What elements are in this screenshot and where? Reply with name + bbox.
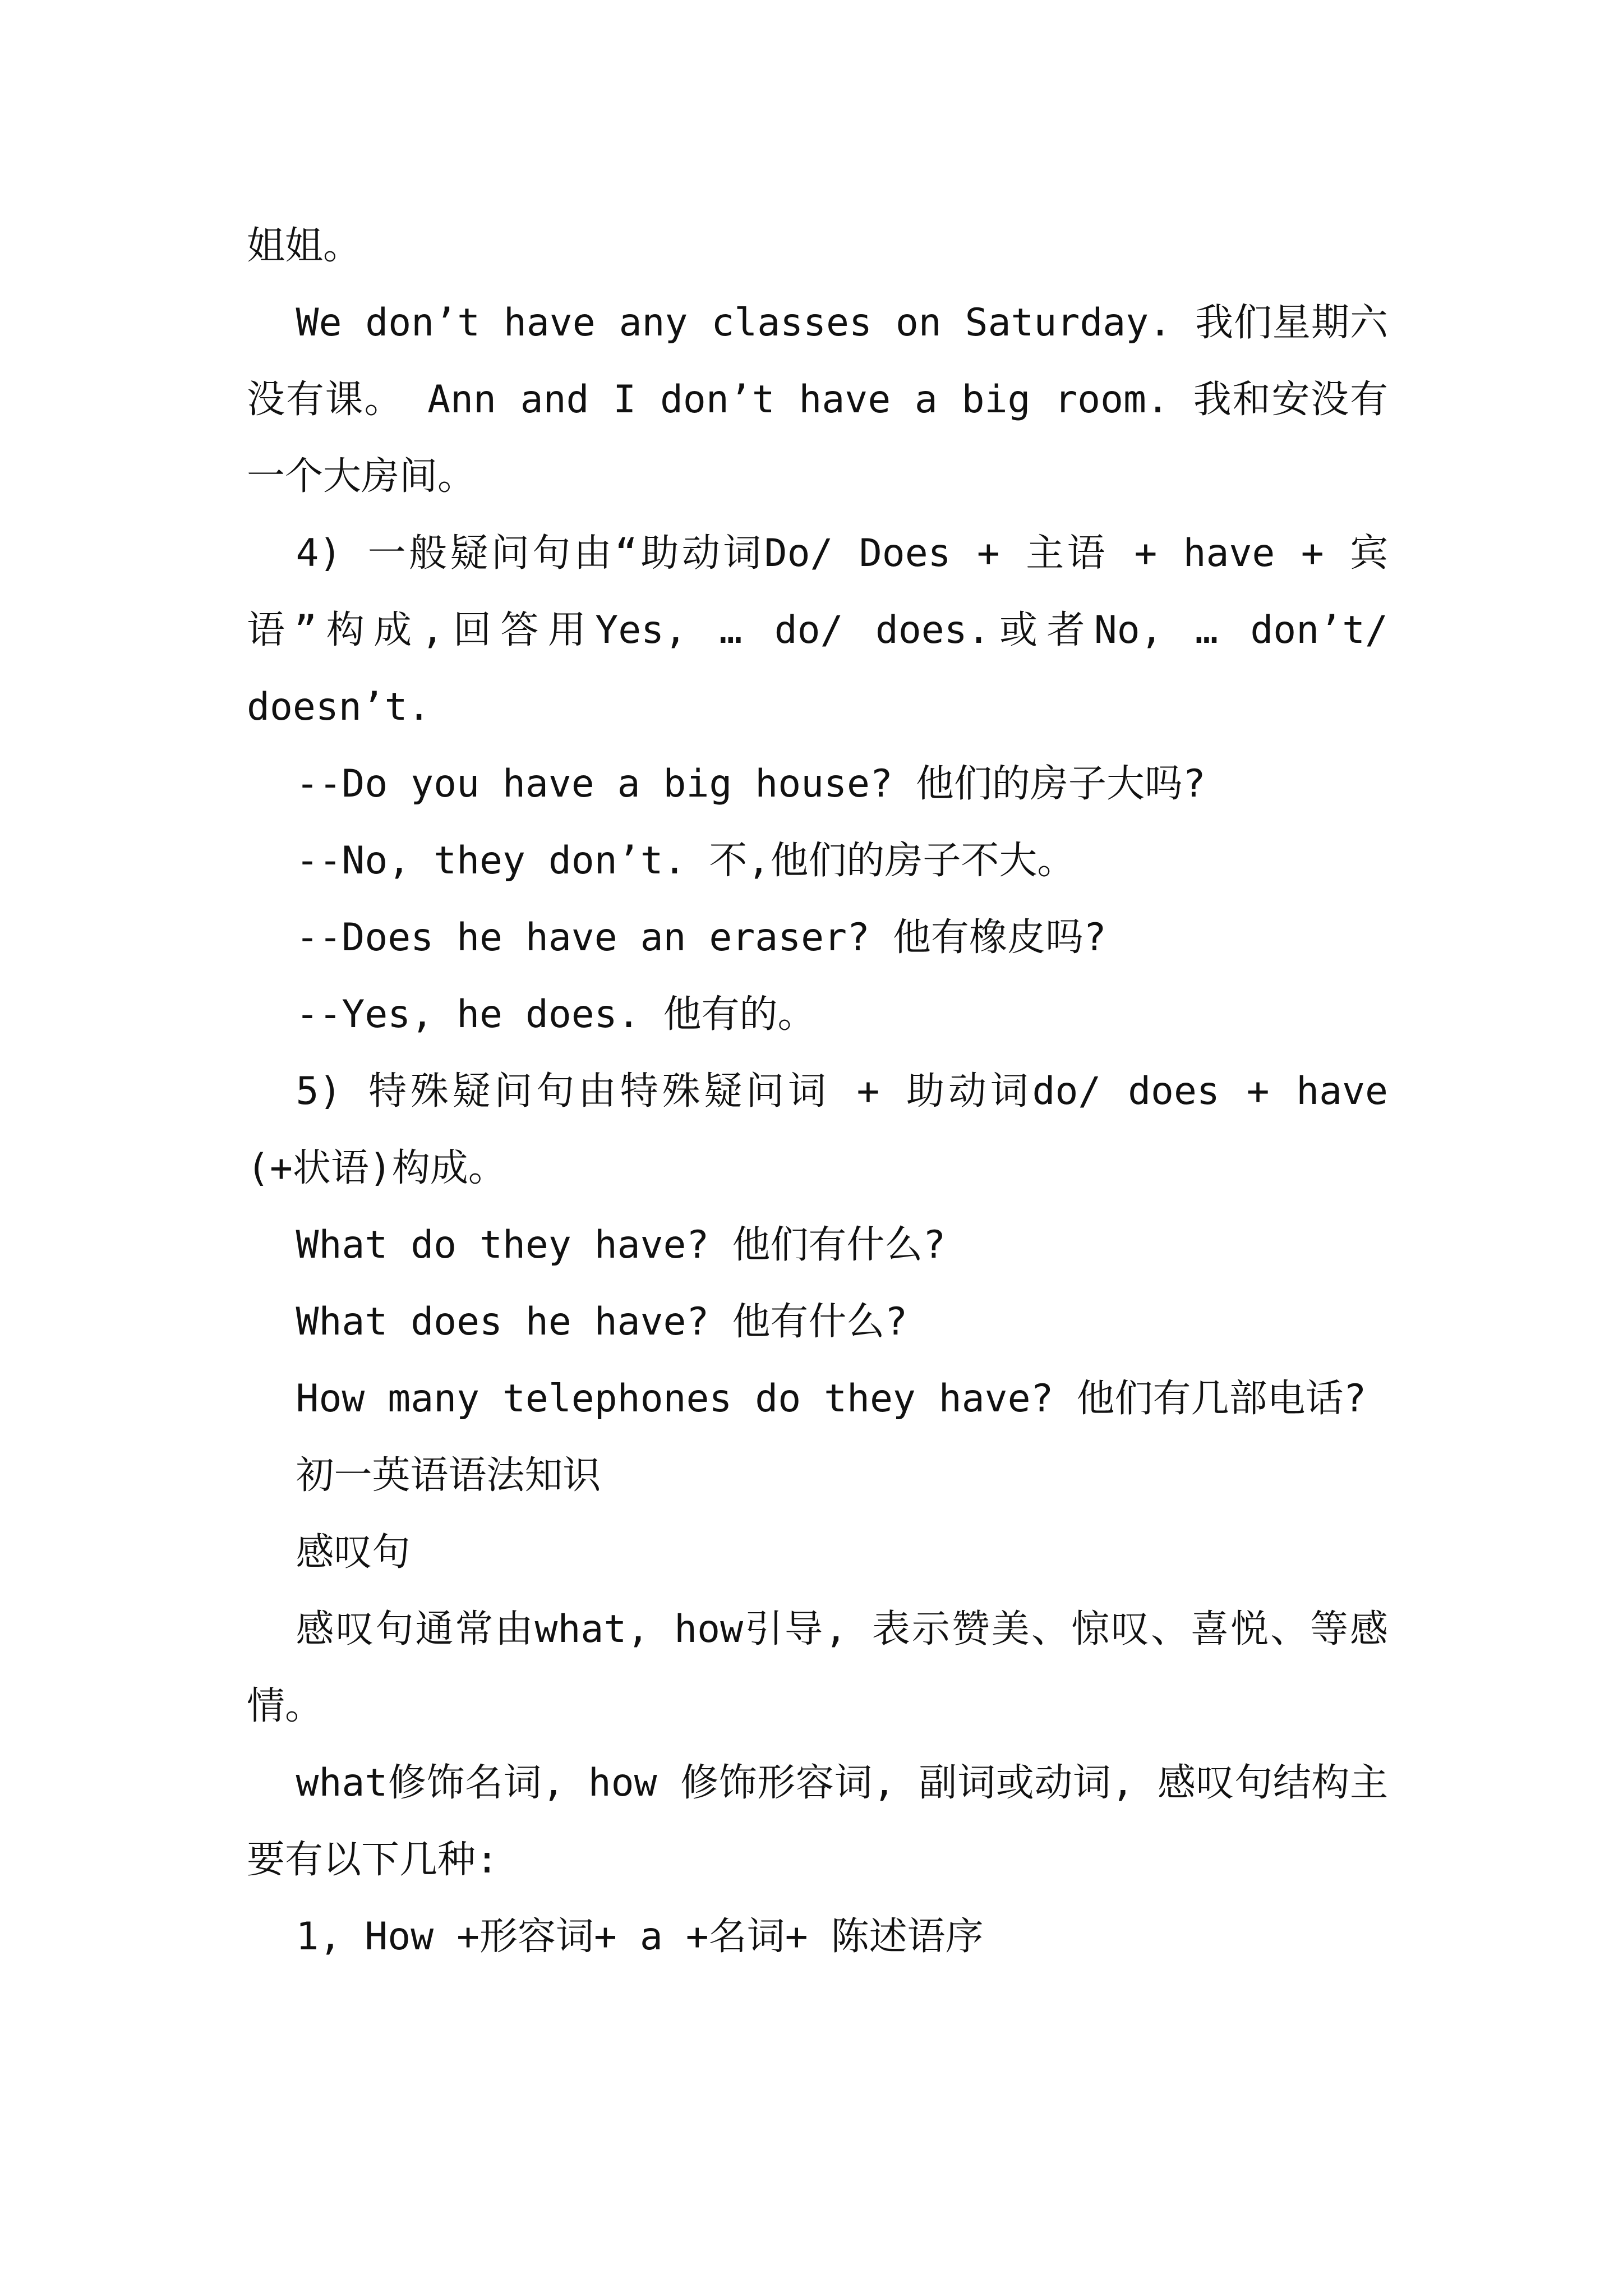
paragraph-example-negative: We don’t have any classes on Saturday. 我们星期六没有课。 Ann and I don’t have a big room. 我和安没有一个大房间。 bbox=[247, 301, 1388, 499]
paragraph-dialogue-line: --Yes, he does. 他有的。 bbox=[296, 992, 816, 1037]
paragraph-rule-special-question: 5) 特殊疑问句由特殊疑问词 + 助动词do/ does + have (+状语)构成。 bbox=[247, 1069, 1388, 1190]
paragraph-dialogue-line: --No, they don’t. 不,他们的房子不大。 bbox=[296, 839, 1076, 883]
paragraph-body: what修饰名词, how 修饰形容词, 副词或动词, 感叹句结构主要有以下几种: bbox=[247, 1761, 1388, 1882]
subsection-heading: 感叹句 bbox=[296, 1530, 411, 1575]
paragraph-dialogue-line: --Does he have an eraser? 他有橡皮吗? bbox=[296, 915, 1106, 960]
paragraph-body: 感叹句通常由what, how引导, 表示赞美、惊叹、喜悦、等感情。 bbox=[247, 1607, 1388, 1728]
paragraph-continuation: 姐姐。 bbox=[247, 224, 362, 268]
section-heading: 初一英语语法知识 bbox=[296, 1453, 601, 1498]
paragraph-rule-general-question: 4) 一般疑问句由“助动词Do/ Does + 主语 + have + 宾语”构成,回答用Yes, … do/ does.或者No, … don’t/ doesn’t. bbox=[247, 531, 1388, 729]
document-page bbox=[247, 208, 1388, 1975]
paragraph-example: How many telephones do they have? 他们有几部电话? bbox=[296, 1377, 1367, 1421]
paragraph-pattern-item: 1, How +形容词+ a +名词+ 陈述语序 bbox=[296, 1915, 984, 1959]
paragraph-example: What does he have? 他有什么? bbox=[296, 1300, 908, 1344]
paragraph-dialogue-line: --Do you have a big house? 他们的房子大吗? bbox=[296, 762, 1206, 806]
paragraph-example: What do they have? 他们有什么? bbox=[296, 1223, 946, 1267]
